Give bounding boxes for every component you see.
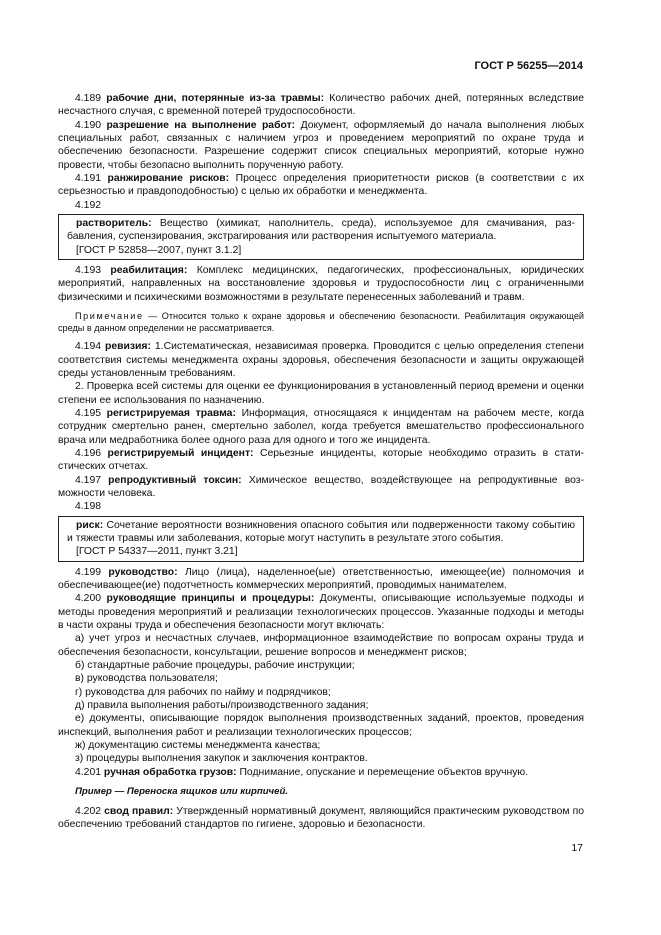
entry-number: 4.197 [75,474,102,486]
page-number: 17 [571,842,583,854]
entry-number: 4.199 [75,566,102,578]
entry-definition: Процесс определения приоритетности рисков (в соответствии с их серьезностью и правдоподобностью) с целью их обработки и менеджмента. [58,173,585,198]
entry-number: 4.196 [75,447,102,459]
entry-number: 4.195 [75,407,102,419]
list-item: ж) документацию системы менеджмента качества; [75,740,321,752]
entry-definition: 1.Систематическая, независимая проверка. Проводится с целью определения степени соответствия системы менеджмента охраны здоровья, обеспечения безопасности и защиты окружающей среды установленным требованиям. [58,341,584,379]
entry-definition: Комплекс медицинских, педагогических, профессиональных, юридических мероприятий, направленных на восстановление здоровья и трудоспособности лиц с ограниченными физическими и психическими возможностями в результате перенесенных заболеваний и травм. [58,265,585,303]
entry-4-191 [58,172,584,199]
entry-4-197 [58,474,584,501]
list-item: е) документы, описывающие порядок выполнения производственных заданий, проектов, проведения инспекций, выполнения работ и реализации технологических процессов; [58,713,584,738]
entry-4-199 [58,566,584,593]
entry-number: 4.194 [75,341,102,353]
standard-number: ГОСТ Р 56255—2014 [474,60,583,72]
entry-term: регистрируемый инцидент: [107,447,254,459]
entry-4-196 [58,447,584,474]
citation-source: [ГОСТ Р 52858—2007, пункт 3.1.2] [76,244,242,256]
entry-term: ранжирование рисков: [107,173,230,185]
list-item: а) учет угроз и несчастных случаев, информационное взаимодействие по вопросам охраны труда и обеспечения безопасности, консультации, решение вопросов и менеджмент рисков; [58,633,584,658]
citation-source: [ГОСТ Р 54337—2011, пункт 3.21] [76,546,238,558]
list-item: б) стандартные рабочие процедуры, рабочие инструкции; [75,660,355,672]
entry-number: 4.200 [75,593,102,605]
entry-term: свод правил: [104,805,174,817]
entry-term: рабочие дни, потерянные из-за травмы: [106,93,325,104]
entry-term: ручная обработка грузов: [103,766,237,778]
entry-term: репродуктивный токсин: [108,474,242,486]
entry-definition: Вещество (химикат, наполнитель, среда), используемое для смачивания, разбавления, суспензирования, экстрагирования или растворения испытуемого материала. [67,218,575,243]
entry-4-201 [58,766,584,779]
entry-4-198-number: 4.198 [75,501,102,513]
example-text: Пример — Переноска ящиков или кирпичей. [75,786,289,798]
entry-definition: Серьезные инциденты, которые необходимо отразить в статистических отчетах. [58,447,585,473]
entry-definition: Лицо (лица), наделенное(ые) ответственностью, имеющее(ие) полномочия и обеспечивающее(ие) подотчетность коммерческих мероприятий, проводимых нанимателем. [58,566,585,591]
entry-definition: Химическое вещество, воздействующее на репродуктивные возможности человека. [58,474,585,499]
entry-definition: Утвержденный нормативный документ, являющийся практическим руководством по обеспечению требований стандартов по гигиене, здоровью и безопасности. [58,805,584,830]
entry-number: 4.191 [75,173,102,185]
entry-term: реабилитация: [110,265,188,277]
cited-definition-box [58,516,584,562]
entry-term: регистрируемая травма: [106,407,236,419]
entry-4-195 [58,407,584,447]
list-item: д) правила выполнения работы/производственного задания; [75,700,369,712]
note-text: — Относится только к охране здоровья и обеспечению безопасности. Реабилитация окружающей среды в данном определении не рассматривается. [58,311,584,334]
entry-definition: Документы, описывающие используемые подходы и методы проведения мероприятий и реализации технологических процессов. Указанные подходы и методы в части охраны труда и обеспечения безопасности могут включать: [58,593,584,632]
entry-definition: Количество рабочих дней, потерянных вследствие несчастного случая, с временной потерей трудоспособности. [58,93,585,118]
entry-number: 4.201 [75,766,102,778]
entry-4-189 [58,92,584,119]
entry-term: руководящие принципы и процедуры: [106,593,315,605]
entry-definition: Поднимание, опускание и перемещение объектов вручную. [239,766,529,778]
cited-definition-box [58,214,584,260]
entry-4-192-number: 4.192 [75,199,102,211]
list-item: г) руководства для рабочих по найму и подрядчиков; [75,686,331,698]
entry-term: разрешение на выполнение работ: [106,119,296,131]
entry-definition: Документ, оформляемый до начала выполнения любых специальных работ, связанных с наличием угроз и проведением мероприятий по охране труда и обеспечению безопасности. Разрешение содержит список специальных мероприятий, которые нужно провести, чтобы безопасно выполнить порученную работу. [58,119,584,171]
entry-definition: Сочетание вероятности возникновения опасного события или подверженности такому событию и тяжести травмы или заболевания, которые могут наступить в результате этого события. [67,519,575,544]
entry-number: 4.202 [75,805,102,817]
list-item: в) руководства пользователя; [75,673,218,685]
list-item: з) процедуры выполнения закупок и заключения контрактов. [75,753,368,765]
note [58,310,584,334]
entry-4-194-part-2: 2. Проверка всей системы для оценки ее функционирования в установленный период времени и оценки степени ее использования по назначению. [58,381,584,406]
page-content [58,92,584,831]
entry-term: руководство: [108,566,178,578]
entry-4-198 [67,519,575,546]
entry-term: ревизия: [104,341,151,353]
entry-definition: Информация, относящаяся к инцидентам на рабочем месте, когда сотрудник смертельно ранен, смертельно заболел, когда требуется вмешательство профессионального врача или медработника более одного раза для одного и того же инцидента. [58,407,584,446]
entry-4-193 [58,264,584,304]
entry-number: 4.189 [75,93,102,104]
entry-4-190 [58,119,584,172]
entry-number: 4.193 [75,265,102,277]
entry-4-200 [58,592,584,632]
entry-4-192 [67,217,575,244]
note-label: Примечание [75,311,144,322]
entry-term: растворитель: [76,218,152,230]
entry-4-194 [58,340,584,380]
entry-term: риск: [76,519,104,531]
entry-number: 4.190 [75,119,102,131]
entry-4-202 [58,805,584,832]
